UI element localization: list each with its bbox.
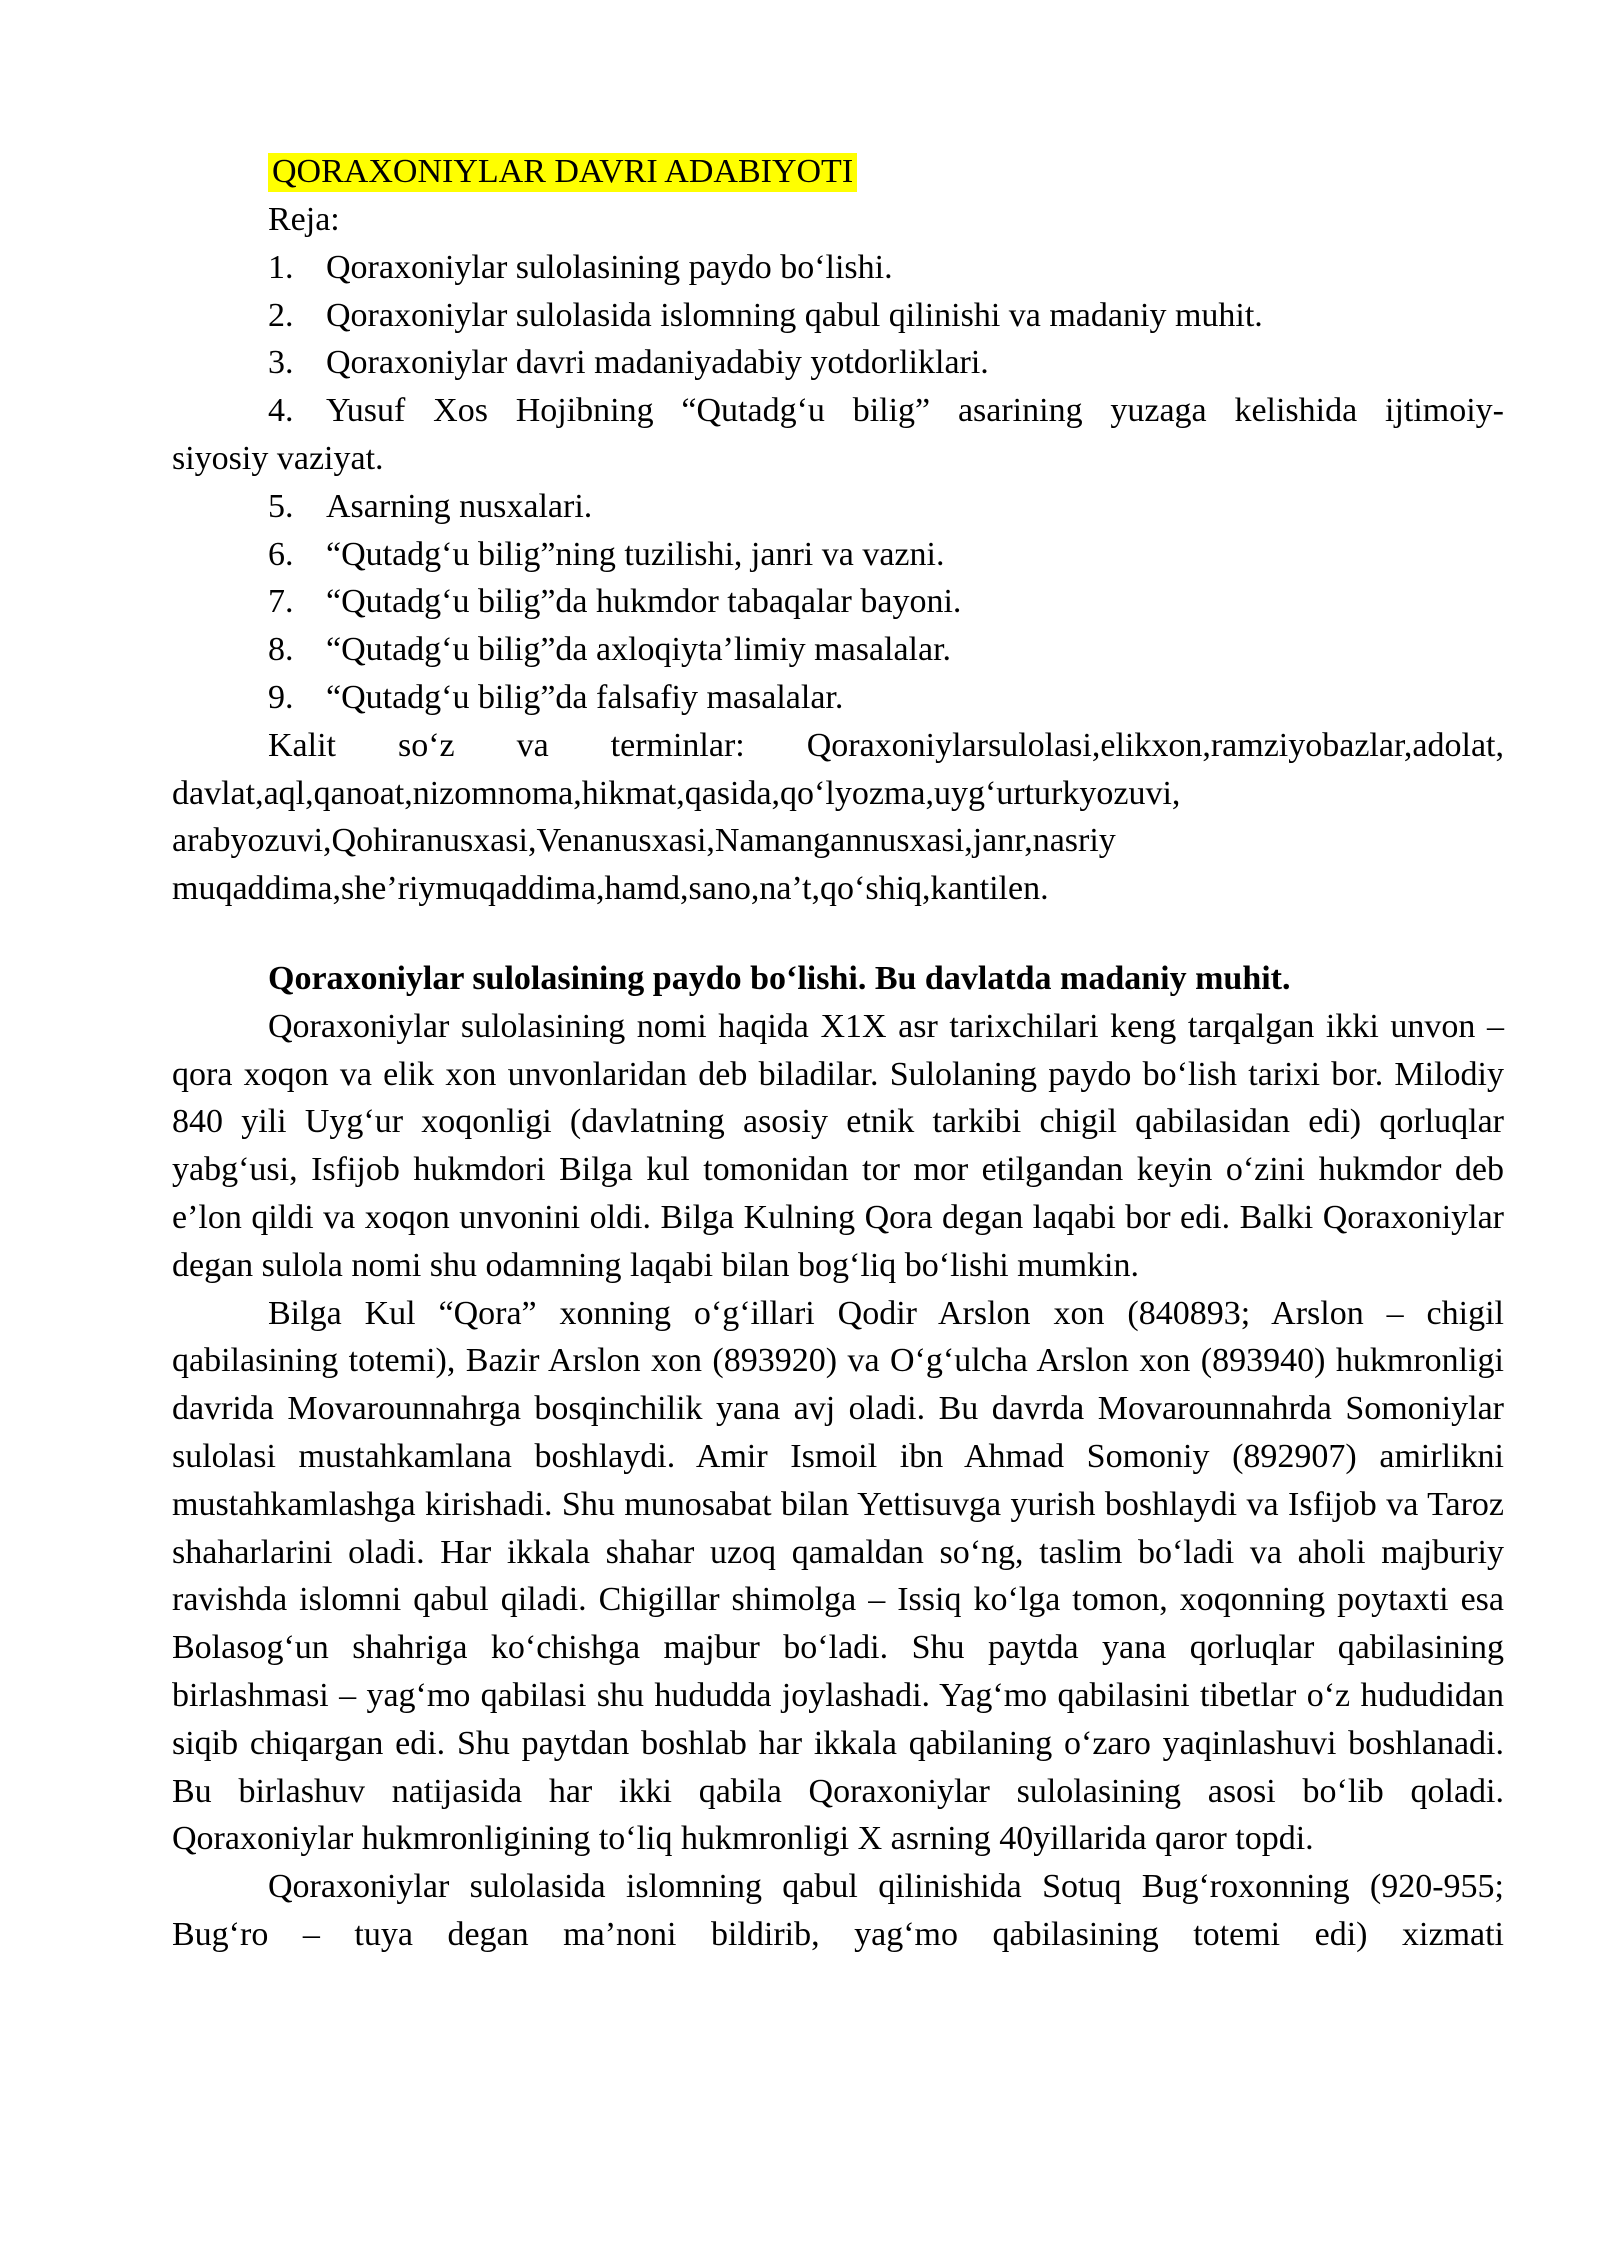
plan-item	[172, 674, 1504, 722]
plan-item-number: 9.	[268, 678, 294, 716]
plan-item	[172, 531, 1504, 579]
plan-item-number: 4.	[268, 392, 294, 430]
plan-item	[172, 483, 1504, 531]
plan-item-number: 3.	[268, 344, 294, 382]
plan-item-text-continued: siyosiy vaziyat.	[172, 439, 384, 477]
plan-item-text: Qoraxoniylar davri madaniyadabiy yotdorliklari.	[326, 344, 989, 382]
body-paragraph: Bilga Kul “Qora” xonning o‘g‘illari Qodir Arslon xon (840893; Arslon – chigil qabilasining totemi), Bazir Arslon xon (893920) va O‘g‘ulcha Arslon xon (893940) hukmronligi davrida Movarounnahrga bosqinchilik yana avj oladi. Bu davrda Movarounnahrda Somoniylar sulolasi mustahkamlana boshlaydi. Amir Ismoil ibn Ahmad Somoniy (892907) amirlikni mustahkamlashga kirishadi. Shu munosabat bilan Yettisuvga yurish boshlaydi va Isfijob va Taroz shaharlarini oladi. Har ikkala shahar uzoq qamaldan so‘ng, taslim bo‘ladi va aholi majburiy ravishda islomni qabul qiladi. Chigillar shimolga – Issiq ko‘lga tomon, xoqonning poytaxti esa Bolasog‘un shahriga ko‘chishga majbur bo‘ladi. Shu paytda yana qorluqlar qabilasining birlashmasi – yag‘mo qabilasi shu hududda joylashadi. Yag‘mo qabilasini tibetlar o‘z hududidan siqib chiqargan edi. Shu paytdan boshlab har ikkala qabilaning o‘zaro yaqinlashuvi boshlanadi. Bu birlashuv natijasida har ikki qabila Qoraxoniylar sulolasining asosi bo‘lib qoladi. Qoraxoniylar hukmronligining to‘liq hukmronligi X asrning 40yillarida qaror topdi.	[172, 1294, 1504, 1858]
plan-item-text: Yusuf Xos Hojibning “Qutadg‘u bilig” asarining yuzaga kelishida ijtimoiy-	[326, 392, 1504, 430]
plan-item-number: 5.	[268, 487, 294, 525]
plan-item	[172, 626, 1504, 674]
plan-item-text: Asarning nusxalari.	[326, 487, 593, 525]
plan-item-text: Qoraxoniylar sulolasida islomning qabul qilinishi va madaniy muhit.	[326, 296, 1263, 334]
body-paragraph: Qoraxoniylar sulolasida islomning qabul qilinishida Sotuq Bug‘roxonning (920-955; Bug‘ro – tuya degan ma’noni bildirib, yag‘mo qabilasining totemi edi) xizmati	[172, 1868, 1504, 1953]
plan-label: Reja:	[268, 201, 340, 238]
plan-item-number: 1.	[268, 248, 294, 286]
plan-item	[172, 244, 1504, 292]
plan-item-number: 8.	[268, 631, 294, 669]
section-heading: Qoraxoniylar sulolasining paydo bo‘lishi. Bu davlatda madaniy muhit.	[268, 959, 1291, 997]
plan-item	[172, 578, 1504, 626]
plan-item	[172, 339, 1504, 387]
document-title	[172, 148, 1504, 196]
plan-item-text: “Qutadg‘u bilig”ning tuzilishi, janri va vazni.	[326, 535, 945, 573]
plan-item-number: 2.	[268, 296, 294, 334]
plan-item-line	[172, 387, 1504, 435]
plan-item-text: Qoraxoniylar sulolasining paydo bo‘lishi.	[326, 248, 893, 286]
plan-item-number: 6.	[268, 535, 294, 573]
document-body	[172, 148, 1504, 1959]
plan-item-text: “Qutadg‘u bilig”da axloqiyta’limiy masalalar.	[326, 631, 952, 669]
keywords-line: Kalit so‘z va terminlar: Qoraxoniylarsulolasi,elikxon,ramziyobazlar,adolat,	[268, 726, 1504, 764]
plan-item-number: 7.	[268, 583, 294, 621]
keywords-line: arabyozuvi,Qohiranusxasi,Venanusxasi,Namangannusxasi,janr,nasriy	[172, 822, 1116, 860]
keywords-line: muqaddima,she’riymuqaddima,hamd,sano,na’t,qo‘shiq,kantilen.	[172, 870, 1049, 908]
plan-item	[172, 292, 1504, 340]
keywords-block	[172, 722, 1504, 913]
keywords-line: davlat,aql,qanoat,nizomnoma,hikmat,qasida,qo‘lyozma,uyg‘urturkyozuvi,	[172, 774, 1181, 812]
body-paragraph: Qoraxoniylar sulolasining nomi haqida X1X asr tarixchilari keng tarqalgan ikki unvon – qora xoqon va elik xon unvonlaridan deb biladilar. Sulolaning paydo bo‘lish tarixi bor. Milodiy 840 yili Uyg‘ur xoqonligi (davlatning asosiy etnik tarkibi chigil qabilasidan edi) qorluqlar yabg‘usi, Isfijob hukmdori Bilga kul tomonidan tor mor etilgandan keyin o‘zini hukmdor deb e’lon qildi va xoqon unvonini oldi. Bilga Kulning Qora degan laqabi bor edi. Balki Qoraxoniylar degan sulola nomi shu odamning laqabi bilan bog‘liq bo‘lishi mumkin.	[172, 1007, 1504, 1284]
plan-item	[172, 387, 1504, 483]
plan-item-text: “Qutadg‘u bilig”da hukmdor tabaqalar bayoni.	[326, 583, 962, 621]
plan-item-text: “Qutadg‘u bilig”da falsafiy masalalar.	[326, 678, 844, 716]
highlighted-title-text: QORAXONIYLAR DAVRI ADABIYOTI	[268, 153, 857, 192]
